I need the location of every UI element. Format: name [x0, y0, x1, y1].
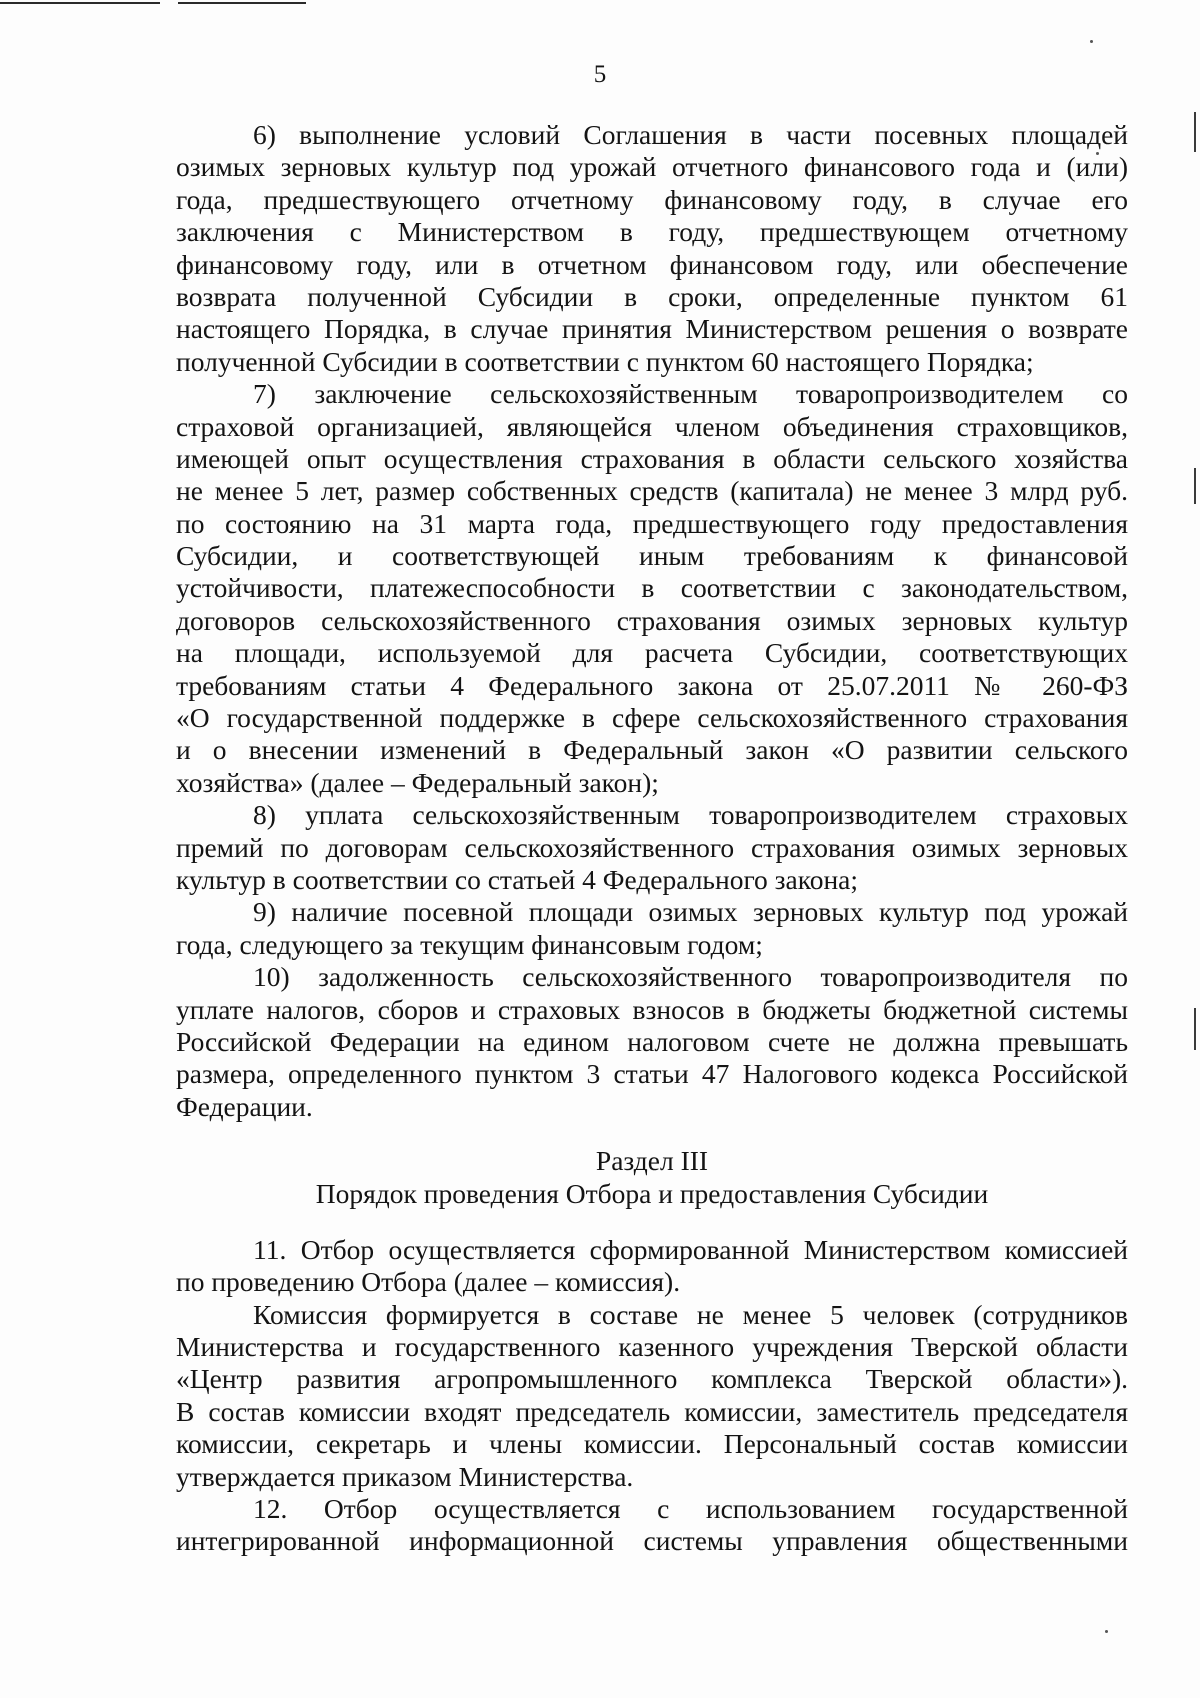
paragraph-6-line: возврата полученной Субсидии в сроки, определенные пунктом 61 — [176, 280, 1128, 312]
paragraph-10-line: Российской Федерации на едином налоговом счете не должна превышать — [176, 1025, 1128, 1057]
paragraph-7-line: договоров сельскохозяйственного страхования озимых зерновых культур — [176, 604, 1128, 636]
scan-artifact-line — [178, 2, 306, 4]
paragraph-12-line: интегрированной информационной системы управления общественными — [176, 1525, 1128, 1557]
commission-paragraph-line: В состав комиссии входят председатель комиссии, заместитель председателя — [176, 1395, 1128, 1427]
paragraph-7-line: страховой организацией, являющейся членом объединения страховщиков, — [176, 410, 1128, 442]
paragraph-6-line: финансовому году, или в отчетном финансовом году, или обеспечение — [176, 248, 1128, 280]
paragraph-7-line: хозяйства» (далее – Федеральный закон); — [176, 766, 659, 798]
paragraph-7-line: имеющей опыт осуществления страхования в области сельского хозяйства — [176, 442, 1128, 474]
section-title: Порядок проведения Отбора и предоставления Субсидии — [315, 1177, 989, 1209]
scan-artifact-edge — [1194, 112, 1196, 152]
commission-paragraph-line: утверждается приказом Министерства. — [176, 1460, 634, 1492]
page-number: 5 — [593, 61, 607, 88]
paragraph-7-line: «О государственной поддержке в сфере сельскохозяйственного страхования — [176, 702, 1128, 734]
paragraph-6-line: настоящего Порядка, в случае принятия Министерством решения о возврате — [176, 313, 1128, 345]
document-body — [176, 119, 1128, 1558]
paragraph-7-line: 7) заключение сельскохозяйственным товаропроизводителем со — [253, 378, 1128, 410]
paragraph-10-line: уплате налогов, сборов и страховых взносов в бюджеты бюджетной системы — [176, 993, 1128, 1025]
paragraph-6-line: полученной Субсидии в соответствии с пунктом 60 настоящего Порядка; — [176, 345, 1034, 377]
commission-paragraph-line: комиссии, секретарь и члены комиссии. Персональный состав комиссии — [176, 1428, 1128, 1460]
paragraph-6-line: 6) выполнение условий Соглашения в части посевных площадей — [253, 119, 1128, 150]
section-spacer — [176, 1210, 1128, 1234]
paragraph-7-line: Субсидии, и соответствующей иным требованиям к финансовой — [176, 540, 1128, 572]
paragraph-10-line: 10) задолженность сельскохозяйственного товаропроизводителя по — [253, 961, 1128, 993]
paragraph-6-line: года, предшествующего отчетному финансовому году, в случае его — [176, 183, 1128, 215]
scan-artifact-edge — [1194, 1008, 1196, 1050]
paragraph-8-line: 8) уплата сельскохозяйственным товаропроизводителем страховых — [253, 799, 1128, 831]
paragraph-7-line: устойчивости, платежеспособности в соответствии с законодательством, — [176, 572, 1128, 604]
commission-paragraph-line: Министерства и государственного казенного учреждения Тверской области — [176, 1331, 1128, 1363]
scan-speck — [1105, 1630, 1108, 1633]
paragraph-9-line: 9) наличие посевной площади озимых зерновых культур под урожай — [253, 896, 1128, 928]
paragraph-6-line: озимых зерновых культур под урожай отчетного финансового года и (или) — [176, 151, 1128, 183]
paragraph-10-line: размера, определенного пунктом 3 статьи 47 Налогового кодекса Российской — [176, 1058, 1128, 1090]
scan-artifact-line — [0, 2, 160, 4]
paragraph-12-line: 12. Отбор осуществляется с использованием государственной — [253, 1493, 1128, 1525]
paragraph-10-line: Федерации. — [176, 1090, 313, 1122]
paragraph-7-line: не менее 5 лет, размер собственных средств (капитала) не менее 3 млрд руб. — [176, 475, 1128, 507]
paragraph-7-line: и о внесении изменений в Федеральный закон «О развитии сельского — [176, 734, 1128, 766]
scan-artifact-edge — [1194, 468, 1196, 504]
paragraph-11-line: 11. Отбор осуществляется сформированной Министерством комиссией — [253, 1233, 1128, 1265]
commission-paragraph-line: «Центр развития агропромышленного комплекса Тверской области»). — [176, 1363, 1128, 1395]
paragraph-6-line: заключения с Министерством в году, предшествующем отчетному — [176, 216, 1128, 248]
paragraph-7-line: по состоянию на 31 марта года, предшествующего году предоставления — [176, 507, 1128, 539]
paragraph-8-line: премий по договорам сельскохозяйственного страхования озимых зерновых — [176, 831, 1128, 863]
paragraph-7-line: на площади, используемой для расчета Субсидии, соответствующих — [176, 637, 1128, 669]
paragraph-11-line: по проведению Отбора (далее – комиссия). — [176, 1266, 681, 1298]
paragraph-8-line: культур в соответствии со статьей 4 Федерального закона; — [176, 863, 859, 895]
section-label: Раздел III — [595, 1145, 709, 1177]
paragraph-7-line: требованиям статьи 4 Федерального закона от 25.07.2011 № 260-ФЗ — [176, 669, 1128, 701]
section-spacer — [176, 1123, 1128, 1145]
commission-paragraph-line: Комиссия формируется в составе не менее 5 человек (сотрудников — [253, 1298, 1128, 1330]
scan-speck — [1090, 40, 1093, 43]
paragraph-9-line: года, следующего за текущим финансовым годом; — [176, 928, 763, 960]
